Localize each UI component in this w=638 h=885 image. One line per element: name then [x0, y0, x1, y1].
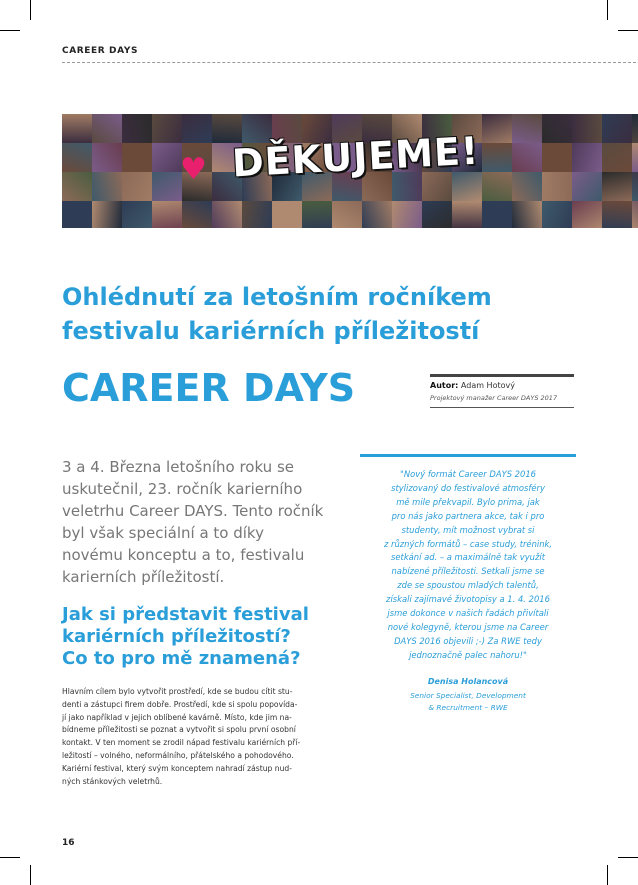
- collage-photo-tile: [302, 201, 332, 228]
- collage-photo-tile: [602, 201, 632, 228]
- collage-photo-tile: [332, 201, 362, 228]
- collage-photo-tile: [122, 201, 152, 228]
- quote-line: DAYS 2016 objevili ;-) Za RWE tedy: [394, 635, 542, 646]
- collage-photo-tile: [572, 114, 602, 143]
- testimonial-quote: [360, 468, 576, 663]
- collage-photo-tile: [452, 201, 482, 228]
- body-line: kontakt. V ten moment se zrodil nápad festivalu kariérních pří-: [62, 738, 301, 748]
- collage-photo-tile: [542, 201, 572, 228]
- collage-photo-tile: [92, 143, 122, 172]
- collage-photo-tile: [212, 201, 242, 228]
- body-line: bídneme příležitosti se poznat a vytvořit si spolu první osobní: [62, 725, 296, 735]
- quote-line: setkání ad. – a maximálně tak využít: [391, 552, 545, 563]
- collage-photo-tile: [512, 172, 542, 201]
- author-label: Autor:: [430, 381, 459, 390]
- body-line: Hlavním cílem bylo vytvořit prostředí, kde se budou cítit stu-: [62, 687, 293, 696]
- quote-line: mě mile překvapil. Bylo prima, jak: [396, 496, 540, 507]
- crop-mark: [607, 865, 608, 885]
- crop-mark: [0, 30, 20, 31]
- quote-line: jednoznačně palec nahoru!": [409, 649, 527, 660]
- section-heading-line: kariérních příležitostí?: [62, 626, 291, 647]
- quote-line: studenty, mít možnost vybrat si: [401, 524, 535, 535]
- collage-photo-tile: [482, 143, 512, 172]
- collage-photo-tile: [542, 143, 572, 172]
- collage-photo-tile: [602, 172, 632, 201]
- crop-mark: [618, 30, 638, 31]
- quote-line: získali zajímavé životopisy a 1. 4. 2016: [386, 594, 550, 605]
- quote-line: pro nás jako partnera akce, tak i pro: [391, 510, 545, 521]
- collage-photo-tile: [152, 114, 182, 143]
- collage-photo-tile: [392, 201, 422, 228]
- collage-photo-tile: [572, 172, 602, 201]
- collage-photo-tile: [482, 114, 512, 143]
- quote-divider: [360, 454, 576, 457]
- crop-mark: [607, 0, 608, 20]
- crop-mark: [30, 865, 31, 885]
- author-name: Adam Hotový: [460, 381, 515, 390]
- collage-photo-tile: [602, 143, 632, 172]
- collage-photo-tile: [152, 172, 182, 201]
- section-heading-line: Co to pro mě znamená?: [62, 648, 301, 669]
- section-heading-line: Jak si představit festival: [62, 604, 309, 625]
- quote-author-role-line: & Recruitment – RWE: [428, 702, 508, 712]
- collage-photo-tile: [572, 143, 602, 172]
- quote-line: stylizovaný do festivalové atmosféry: [391, 482, 545, 493]
- heart-icon: ♥: [180, 152, 207, 187]
- header-divider: [62, 62, 636, 63]
- author-box: [430, 374, 574, 408]
- collage-photo-tile: [512, 114, 542, 143]
- quote-line: jsme dokonce v našich řadách přivítali: [387, 608, 549, 619]
- collage-photo-tile: [62, 143, 92, 172]
- collage-photo-tile: [632, 143, 638, 172]
- quote-author-role: [360, 690, 576, 713]
- intro-paragraph: 3 a 4. Března letošního roku se uskutečnil, 23. ročník karierního veletrhu Career DAYS. Tento ročník byl však speciální a to díky novému konceptu a to, festivalu karierních příležitostí.: [62, 458, 324, 586]
- collage-photo-tile: [122, 114, 152, 143]
- quote-line: z různých formátů – case study, trénink,: [383, 538, 553, 549]
- author-role: Projektový manažer Career DAYS 2017: [430, 394, 558, 402]
- quote-line: nabízené příležitosti. Setkali jsme se: [391, 566, 545, 577]
- collage-photo-tile: [422, 201, 452, 228]
- collage-photo-tile: [482, 172, 512, 201]
- collage-photo-tile: [602, 114, 632, 143]
- headline-line: festivalu kariérních příležitostí: [62, 317, 480, 345]
- quote-line: "Nový formát Career DAYS 2016: [400, 469, 536, 479]
- collage-photo-tile: [92, 172, 122, 201]
- body-paragraph: [62, 686, 324, 788]
- collage-photo-tile: [92, 114, 122, 143]
- collage-photo-tile: [92, 201, 122, 228]
- quote-line: nové kolegyně, kterou jsme na Career: [387, 621, 549, 632]
- collage-photo-tile: [62, 114, 92, 143]
- collage-photo-tile: [152, 201, 182, 228]
- collage-photo-tile: [242, 201, 272, 228]
- collage-photo-tile: [62, 172, 92, 201]
- crop-mark: [0, 857, 20, 858]
- collage-photo-tile: [122, 143, 152, 172]
- body-line: ležitostí – volného, neformálního, přátelského a pohodového.: [62, 750, 294, 760]
- collage-photo-tile: [512, 201, 542, 228]
- collage-photo-tile: [632, 172, 638, 201]
- headline-line: Ohlédnutí za letošním ročníkem: [62, 283, 492, 311]
- collage-photo-tile: [152, 143, 182, 172]
- collage-photo-tile: [512, 143, 542, 172]
- body-line: jí jako například v jejich oblíbené kavárně. Místo, kde jim na-: [62, 712, 292, 722]
- headline: [62, 280, 542, 348]
- collage-photo-tile: [572, 201, 602, 228]
- collage-photo-tile: [482, 201, 512, 228]
- section-heading: [62, 604, 342, 670]
- collage-photo-tile: [182, 201, 212, 228]
- body-line: denti a zástupci firem dobře. Prostředí, kde si spolu popovída-: [62, 699, 298, 709]
- collage-photo-tile: [122, 172, 152, 201]
- quote-author-name: Denisa Holancová: [427, 677, 509, 686]
- crop-mark: [30, 0, 31, 20]
- quote-author-role-line: Senior Specialist, Development: [410, 691, 526, 700]
- banner-thanks-text: DĚKUJEME!: [231, 128, 481, 186]
- section-label: CAREER DAYS: [62, 46, 139, 56]
- collage-photo-tile: [362, 201, 392, 228]
- collage-photo-tile: [542, 172, 572, 201]
- quote-line: zde se spoustou mladých talentů,: [397, 580, 539, 591]
- collage-photo-tile: [272, 201, 302, 228]
- crop-mark: [618, 857, 638, 858]
- collage-photo-tile: [542, 114, 572, 143]
- collage-photo-tile: [632, 201, 638, 228]
- page-title: CAREER DAYS: [62, 366, 356, 410]
- body-line: Kariérní festival, který svým konceptem nahradí zástup nud-: [62, 763, 292, 773]
- collage-photo-tile: [182, 114, 212, 143]
- collage-photo-tile: [632, 114, 638, 143]
- body-line: ných stánkových veletrhů.: [62, 776, 163, 786]
- page-number: 16: [62, 838, 75, 848]
- collage-photo-tile: [62, 201, 92, 228]
